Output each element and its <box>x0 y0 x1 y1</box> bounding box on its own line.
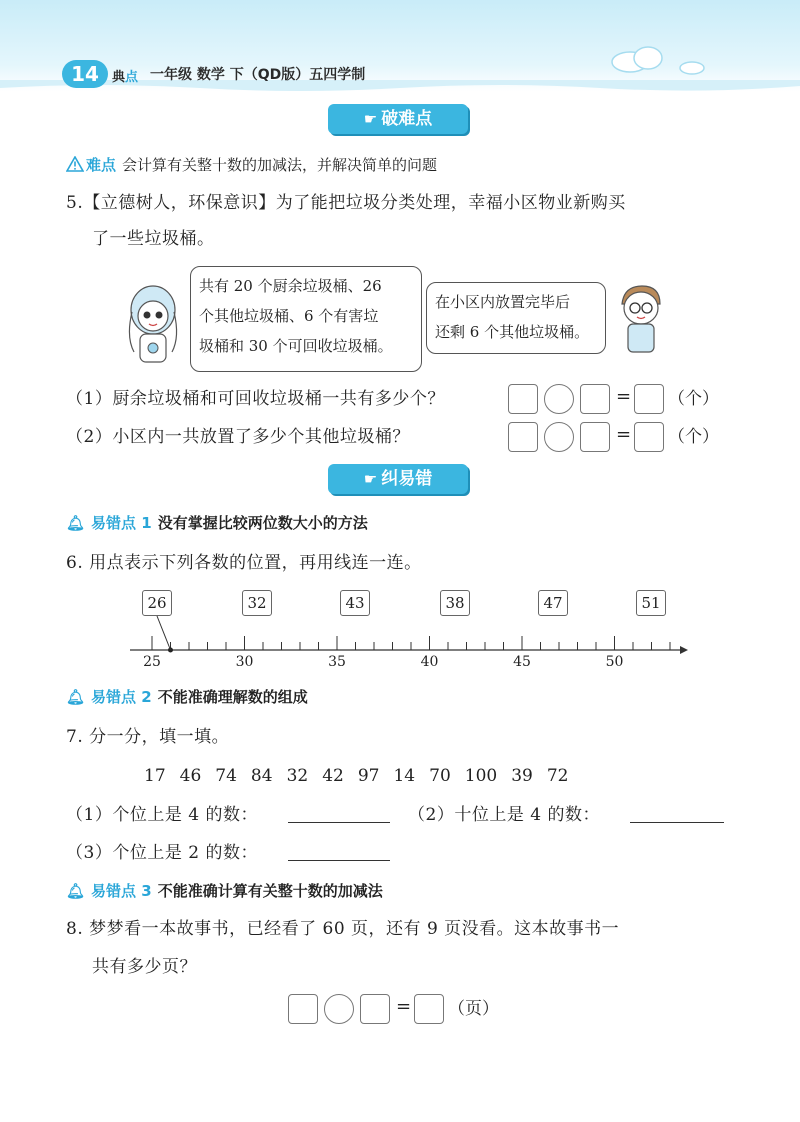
q7-number: 42 <box>322 766 344 786</box>
difficulty-tag: 难点 <box>86 156 117 174</box>
axis-tick-label: 25 <box>143 654 161 670</box>
answer-box[interactable] <box>508 384 538 414</box>
girl-illustration <box>120 282 186 366</box>
example-connector <box>157 616 171 650</box>
axis-tick-label: 30 <box>235 654 254 670</box>
q5-line1: 5.【立德树人，环保意识】为了能把垃圾分类处理，幸福小区物业新购买 <box>66 193 626 213</box>
q7-sub2: （2）十位上是 4 的数： <box>408 805 600 825</box>
mistake-2-tag: 易错点 2 <box>91 688 152 706</box>
answer-box[interactable] <box>508 422 538 452</box>
q8-line2: 共有多少页？ <box>92 957 197 977</box>
mistake-2-line <box>66 686 308 707</box>
answer-box[interactable] <box>288 994 318 1024</box>
cloud-icon <box>600 40 710 80</box>
operator-circle[interactable] <box>544 422 574 452</box>
bell-icon: 🔔︎ <box>66 688 86 706</box>
number-box[interactable]: 51 <box>636 590 666 616</box>
page-number: 14 <box>62 60 108 88</box>
banner-difficult-label: 破难点 <box>381 109 433 129</box>
boy-illustration <box>612 282 670 356</box>
girl-speech-bubble <box>190 266 422 372</box>
q7-number: 72 <box>546 766 569 786</box>
boy-bubble-line: 还剩 6 个其他垃圾桶。 <box>435 323 590 341</box>
mistake-1-text: 没有掌握比较两位数大小的方法 <box>157 514 368 532</box>
brand-accent: 点 <box>125 70 139 85</box>
girl-bubble-line: 个其他垃圾桶、6 个有害垃 <box>199 307 379 325</box>
unit-label: （页） <box>448 999 499 1019</box>
banner-mistake-label: 纠易错 <box>381 469 433 489</box>
answer-blank[interactable] <box>288 860 390 861</box>
mistake-2-text: 不能准确理解数的组成 <box>157 688 308 706</box>
number-box[interactable]: 47 <box>538 590 568 616</box>
axis-tick-label: 40 <box>420 654 439 670</box>
mistake-1-line <box>66 512 368 533</box>
mistake-3-tag: 易错点 3 <box>91 882 152 900</box>
q7-sub1: （1）个位上是 4 的数： <box>66 805 258 825</box>
mistake-3-line <box>66 880 383 901</box>
brand-logo <box>112 66 138 85</box>
brand-prefix: 典 <box>112 70 126 85</box>
answer-box[interactable] <box>580 384 610 414</box>
bell-icon: 🔔︎ <box>66 882 86 900</box>
q7-number: 46 <box>179 766 202 786</box>
result-box[interactable] <box>634 422 664 452</box>
number-box[interactable]: 38 <box>440 590 470 616</box>
bell-icon: 🔔︎ <box>66 514 86 532</box>
q5-sub2: （2）小区内一共放置了多少个其他垃圾桶？ <box>66 427 410 447</box>
axis-tick-label: 50 <box>605 654 624 670</box>
q8-line1: 8. 梦梦看一本故事书，已经看了 60 页，还有 9 页没看。这本故事书一 <box>66 919 620 939</box>
answer-blank[interactable] <box>288 822 390 823</box>
q7-text: 7. 分一分，填一填。 <box>66 727 230 747</box>
number-box[interactable]: 26 <box>142 590 172 616</box>
q6-text: 6. 用点表示下列各数的位置，再用线连一连。 <box>66 553 422 573</box>
boy-bubble-line: 在小区内放置完毕后 <box>435 293 571 311</box>
q7-number: 39 <box>511 766 533 786</box>
number-box[interactable]: 32 <box>242 590 272 616</box>
pointing-hand-icon: ☛ <box>363 470 378 488</box>
result-box[interactable] <box>634 384 664 414</box>
q7-number: 32 <box>286 766 309 786</box>
equals-sign: = <box>396 996 412 1017</box>
pointing-hand-icon: ☛ <box>363 110 378 128</box>
girl-bubble-line: 共有 20 个厨余垃圾桶、26 <box>199 277 382 295</box>
q7-number: 97 <box>357 766 380 786</box>
q7-number-list <box>144 766 583 786</box>
equals-sign: = <box>616 386 632 407</box>
boy-speech-bubble <box>426 282 606 354</box>
mistake-3-text: 不能准确计算有关整十数的加减法 <box>157 882 383 900</box>
result-box[interactable] <box>414 994 444 1024</box>
axis-tick-label: 35 <box>328 654 346 670</box>
answer-blank[interactable] <box>630 822 724 823</box>
difficulty-text: 会计算有关整十数的加减法，并解决简单的问题 <box>122 156 438 174</box>
header-title: 一年级 数学 下（QD版）五四学制 <box>150 67 366 83</box>
equals-sign: = <box>616 424 632 445</box>
unit-label: （个） <box>668 389 719 409</box>
q7-sub3: （3）个位上是 2 的数： <box>66 843 258 863</box>
unit-label: （个） <box>668 427 719 447</box>
answer-box[interactable] <box>580 422 610 452</box>
q7-number: 17 <box>144 766 166 786</box>
girl-bubble-line: 圾桶和 30 个可回收垃圾桶。 <box>199 337 393 355</box>
difficulty-line <box>66 154 437 175</box>
answer-box[interactable] <box>360 994 390 1024</box>
axis-tick-label: 45 <box>513 654 531 670</box>
number-box[interactable]: 43 <box>340 590 370 616</box>
operator-circle[interactable] <box>324 994 354 1024</box>
banner-difficult <box>328 104 468 134</box>
q7-number: 14 <box>393 766 416 786</box>
operator-circle[interactable] <box>544 384 574 414</box>
q5-line2: 了一些垃圾桶。 <box>92 229 215 249</box>
banner-mistake <box>328 464 468 494</box>
q5-sub1: （1）厨余垃圾桶和可回收垃圾桶一共有多少个？ <box>66 389 445 409</box>
axis-arrow <box>680 646 688 654</box>
q7-number: 100 <box>464 766 498 786</box>
q7-number: 84 <box>250 766 273 786</box>
mistake-1-tag: 易错点 1 <box>91 514 152 532</box>
warning-icon <box>66 156 84 172</box>
q7-number: 74 <box>215 766 237 786</box>
q7-number: 70 <box>429 766 451 786</box>
